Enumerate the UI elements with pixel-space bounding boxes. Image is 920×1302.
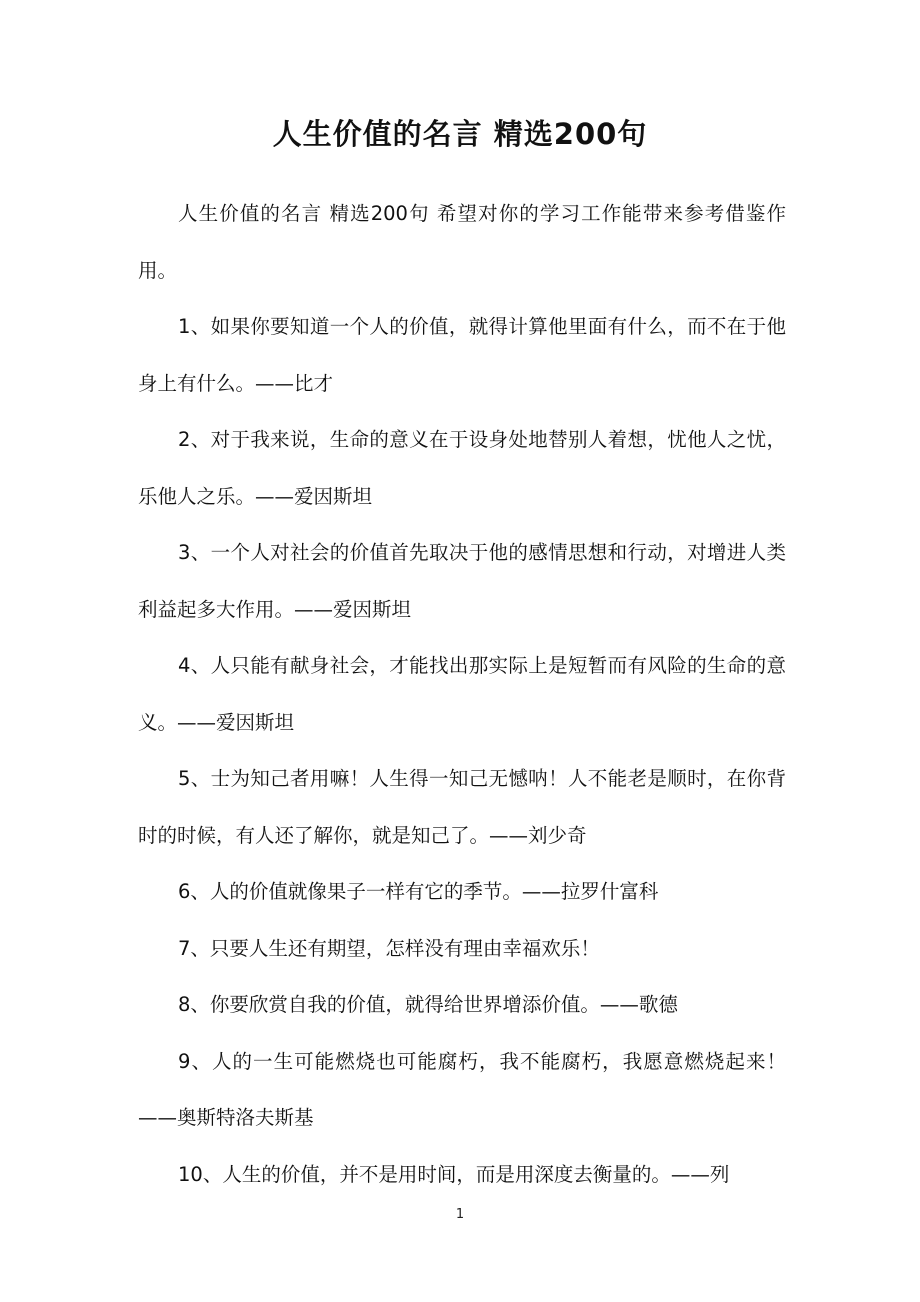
document-title: 人生价值的名言 精选200句 [272,117,648,151]
quote-paragraph-2: 2、对于我来说，生命的意义在于设身处地替别人着想，忧他人之忧，乐他人之乐。——爱因斯坦 [138,428,786,508]
quote-paragraph-3: 3、一个人对社会的价值首先取决于他的感情思想和行动，对增进人类利益起多大作用。——爱因斯坦 [138,541,786,621]
page-number: 1 [455,1207,465,1222]
quote-paragraph-8: 8、你要欣赏自我的价值，就得给世界增添价值。——歌德 [178,993,678,1016]
quote-paragraph-5: 5、士为知己者用嘛！人生得一知己无憾呐！人不能老是顺时，在你背时的时候，有人还了解你，就是知己了。——刘少奇 [138,767,786,847]
document-body [138,186,786,1203]
quote-paragraph-6: 6、人的价值就像果子一样有它的季节。——拉罗什富科 [178,880,659,903]
quote-paragraph-9: 9、人的一生可能燃烧也可能腐朽，我不能腐朽，我愿意燃烧起来！——奥斯特洛夫斯基 [138,1049,786,1129]
intro-paragraph: 人生价值的名言 精选200句 希望对你的学习工作能带来参考借鉴作用。 [138,202,786,282]
quote-paragraph-4: 4、人只能有献身社会，才能找出那实际上是短暂而有风险的生命的意义。——爱因斯坦 [138,654,786,734]
quote-paragraph-1: 1、如果你要知道一个人的价值，就得计算他里面有什么，而不在于他身上有什么。——比才 [138,315,786,395]
quote-paragraph-10: 10、人生的价值，并不是用时间，而是用深度去衡量的。——列 [178,1162,730,1186]
quote-paragraph-7: 7、只要人生还有期望，怎样没有理由幸福欢乐！ [178,936,600,960]
